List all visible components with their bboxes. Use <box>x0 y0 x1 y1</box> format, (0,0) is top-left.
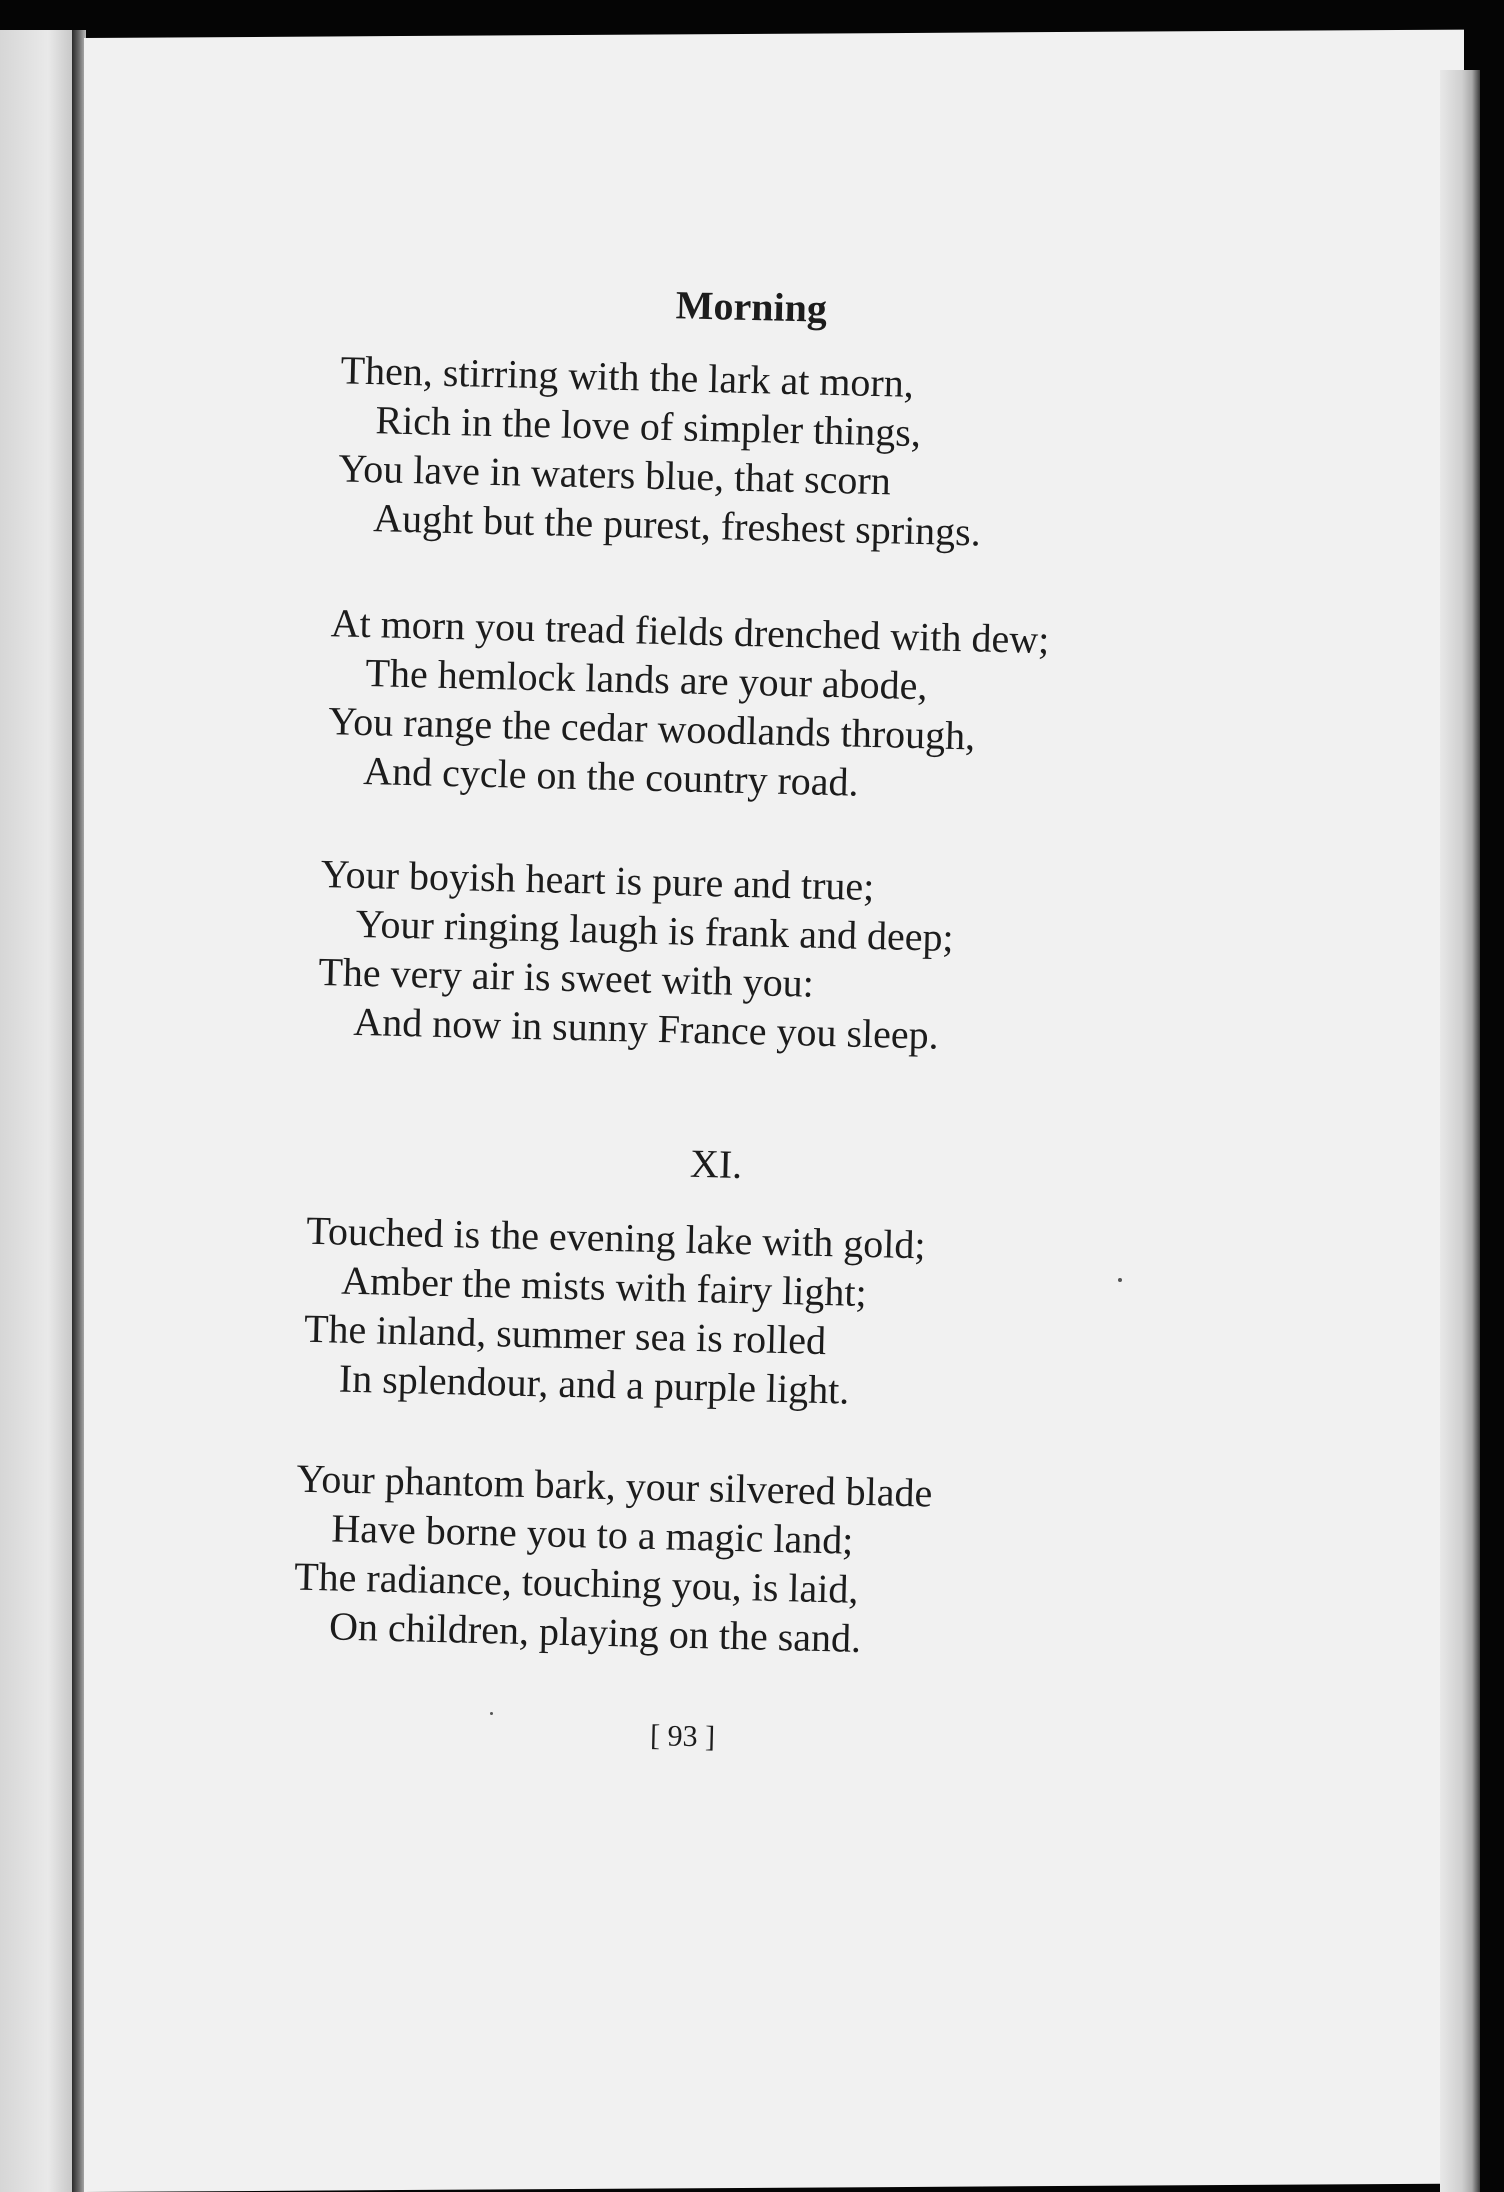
verse-line: Rich in the love of simpler things, <box>375 397 922 456</box>
verse-line: You lave in waters blue, that scorn <box>337 445 892 504</box>
verse-line: Amber the mists with fairy light; <box>340 1257 868 1316</box>
verse-line: Your ringing laugh is frank and deep; <box>355 900 955 960</box>
stanza-5 <box>293 1454 933 1665</box>
page-number: [ 93 ] <box>649 1719 716 1754</box>
section-number: XI. <box>689 1140 743 1188</box>
verse-line: The radiance, touching you, is laid, <box>293 1553 859 1612</box>
dust-speck <box>1118 1278 1122 1282</box>
verse-line: You range the cedar woodlands through, <box>327 698 976 759</box>
poem-title: Morning <box>675 282 828 331</box>
verse-line: And cycle on the country road. <box>362 748 860 805</box>
verse-line: Your boyish heart is pure and true; <box>320 851 875 910</box>
stanza-2 <box>327 598 1050 811</box>
verse-line: The very air is sweet with you: <box>318 949 815 1006</box>
verse-line: Aught but the purest, freshest springs. <box>372 495 982 555</box>
verse-line: Then, stirring with the lark at morn, <box>340 347 915 406</box>
verse-line: The hemlock lands are your abode, <box>365 650 929 709</box>
dust-speck <box>490 1712 493 1715</box>
stanza-3 <box>317 849 956 1060</box>
stanza-4 <box>302 1206 926 1417</box>
verse-line: The inland, summer sea is rolled <box>303 1305 827 1364</box>
verse-line: Touched is the evening lake with gold; <box>305 1207 927 1268</box>
verse-line: On children, playing on the sand. <box>328 1603 862 1661</box>
verse-line: In splendour, and a purple light. <box>338 1355 850 1413</box>
verse-line: Have borne you to a magic land; <box>330 1505 854 1563</box>
stanza-1 <box>337 345 985 556</box>
verse-line: At morn you tread fields drenched with dew; <box>330 600 1050 663</box>
verse-line: Your phantom bark, your silvered blade <box>296 1455 933 1516</box>
verse-line: And now in sunny France you sleep. <box>352 998 940 1058</box>
